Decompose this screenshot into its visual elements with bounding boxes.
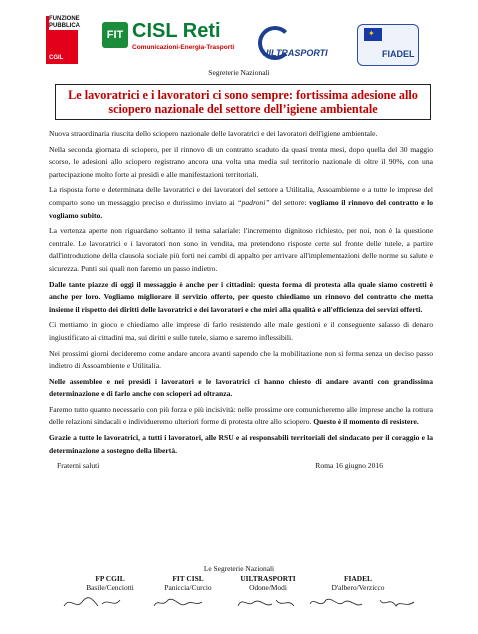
fp-cgil-logo-top-text: FUNZIONE PUBBLICA <box>49 16 89 30</box>
footer-segreterie: Le Segreterie Nazionali <box>203 564 275 573</box>
fit-cisl-logo-name: CISL Reti <box>132 20 221 42</box>
signatory-fiadel <box>318 574 398 592</box>
signatory-org: FP CGIL <box>95 574 125 583</box>
fp-cgil-logo-bottom-text: CGIL <box>49 55 64 61</box>
paragraph: La vertenza aperte non riguardano soltanto il tema salariale: l'incremento dignitoso richiesto, per noi, non è la questione centrale. Le lavoratrici e i lavoratori non sono in vendita, ma pretendono risposte certe sul fronte delle tutele, a partire dall'introduzione della clausola sociale più forti nei cambi di appalto per arrivare all'implementazioni delle norme su salute e sicurezza. Punti sui quali non faremo un passo indietro. <box>49 226 433 273</box>
signatory-names: D'albero/Verzicco <box>331 583 385 592</box>
paragraph-bold: Grazie a tutte le lavoratrici, a tutti i lavoratori, alle RSU e ai responsabili territoriali del sindacato per il coraggio e la determinazione a sostegno della libertà. <box>49 433 433 455</box>
uiltrasporti-logo <box>254 22 328 62</box>
signatory-org: UILTRASPORTI <box>240 574 296 583</box>
document-body <box>49 128 433 473</box>
signatory-fit-cisl <box>148 574 228 592</box>
signatory-uiltrasporti <box>228 574 308 592</box>
fit-cisl-logo <box>102 20 252 60</box>
signatory-org: FIT CISL <box>172 574 204 583</box>
document-title: Le lavoratrici e i lavoratori ci sono sempre: fortissima adesione allo sciopero nazionale del settore dell’igiene ambientale <box>55 84 431 120</box>
paragraph: Nella seconda giornata di sciopero, per il rinnovo di un contratto scaduto da quasi trenta mesi, dopo quella del 30 maggio scorso, le adesioni allo sciopero registrano ancora una volta una media sul territorio nazionale di oltre il 90%, con una partecipazione molto forte ai presidi e alle manifestazioni territoriali. <box>49 144 433 179</box>
greeting: Fraterni saluti <box>57 461 100 471</box>
eu-flag-icon: ✦ <box>364 28 382 41</box>
signatory-fp-cgil <box>70 574 150 592</box>
paragraph: Faremo tutto quanto necessario con più forza e più incisività: nelle prossime ore comunicheremo alle imprese anche la rottura delle relazioni sindacali e individueremo ulteriori forme di protesta oltre allo sciopero. Questo è il momento di resistere. <box>49 404 433 427</box>
paragraph: Nei prossimi giorni decideremo come andare ancora avanti sapendo che la mobilitazione non si ferma senza un deciso passo indietro di Assoambiente e Utilitalia. <box>49 348 433 371</box>
signatory-names: Panicciа/Curcio <box>164 583 212 592</box>
paragraph: Nuova straordinaria riuscita dello sciopero nazionale delle lavoratrici e dei lavoratori dell'igiene ambientale. <box>49 129 378 138</box>
signatory-names: Basile/Cenciotti <box>86 583 134 592</box>
closing-line <box>49 460 433 473</box>
logo-bar <box>0 10 478 70</box>
handwritten-signatures <box>62 594 418 612</box>
paragraph: La risposta forte e determinata delle lavoratrici e dei lavoratori del settore a Utilitalia, Assoambiente e a tutte le imprese del comparto sono un messaggio preciso e durissimo inviato ai “padroni” del settore: vogliamo il rinnovo del contratto e lo vogliamo subito. <box>49 185 433 220</box>
paragraph-bold: Dalle tante piazze di oggi il messaggio è anche per i cittadini: questa forma di protesta alla quale siamo costretti è anche per loro. Vogliamo migliorare il servizio offerto, per questo chiediamo un rinnovo del contratto che metta insieme il rispetto dei diritti delle lavoratrici e dei lavoratori e che miri alla qualità e all'efficienza dei servizi offerti. <box>49 279 433 314</box>
uiltrasporti-logo-name: UILTRASPORTI <box>262 48 328 58</box>
fp-cgil-logo <box>46 16 78 64</box>
fiadel-logo <box>357 24 419 66</box>
fit-cisl-logo-box: FIT <box>102 22 128 48</box>
paragraph-bold: Nelle assemblee e nei presidi i lavoratori e le lavoratrici ci hanno chiesto di andare avanti con grandissima determinazione e di farlo anche con scioperi ad oltranza. <box>49 376 433 399</box>
signatory-names: Odone/Modi <box>249 583 287 592</box>
fiadel-logo-name: FIADEL <box>382 49 415 59</box>
header-segreterie: Segreterie Nazionali <box>208 68 270 77</box>
place-date: Roma 16 giugno 2016 <box>315 461 383 471</box>
signatory-org: FIADEL <box>344 574 372 583</box>
signature-block <box>0 564 478 592</box>
paragraph: Ci mettiamo in gioco e chiediamo alle imprese di farlo resistendo alle male gestioni e il conseguente salasso di denaro ingiustificato ai cittadini ma, sui diritti e sulle tutele, siamo e saremo inflessibili. <box>49 320 433 342</box>
fit-cisl-logo-subtitle: Comunicazioni-Energia-Trasporti <box>132 44 235 51</box>
